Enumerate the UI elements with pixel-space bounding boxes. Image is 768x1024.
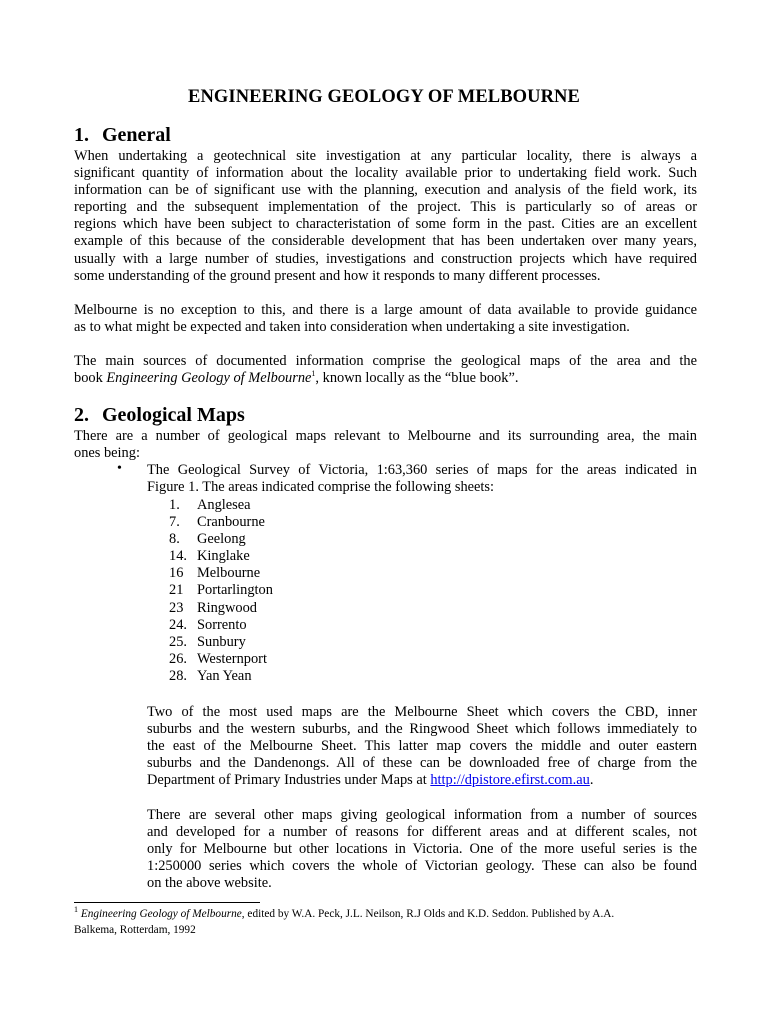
text-line: example of this because of the considerable development that has been undertaken over many years,: [74, 233, 697, 250]
text-line: and developed for a number of reasons for different areas and at different scales, not: [147, 824, 697, 841]
text-line: There are a number of geological maps relevant to Melbourne and its surrounding area, the main: [74, 428, 697, 444]
sheet-number: 26.: [169, 650, 187, 667]
list-item: [169, 634, 273, 651]
section-heading-geological-maps: [74, 404, 245, 427]
sheet-number: 25.: [169, 633, 187, 650]
sheet-name: Geelong: [197, 531, 246, 548]
text-line: There are several other maps giving geological information from a number of sources: [147, 807, 697, 823]
text-line: suburbs and the western suburbs, and the Ringwood Sheet which follows immediately to: [147, 721, 697, 738]
text-line: [74, 907, 697, 923]
sheet-number: 16: [169, 565, 184, 582]
text-line: 1:250000 series which covers the whole of Victorian geology. These can also be found: [147, 858, 697, 875]
text-line: the east of the Melbourne Sheet. This latter map covers the middle and outer eastern: [147, 738, 697, 755]
list-item: [169, 582, 273, 599]
sheet-name: Sunbury: [197, 633, 246, 650]
sheet-number: 14.: [169, 548, 187, 565]
maps-intro-paragraph: [74, 428, 697, 462]
text-run: book: [74, 370, 107, 387]
text-line: The Geological Survey of Victoria, 1:63,360 series of maps for the areas indicated in: [147, 462, 697, 478]
text-run: .: [589, 772, 594, 789]
sheet-name: Westernport: [197, 650, 267, 667]
text-line: usually with a large number of studies, investigations and construction projects which have required: [74, 250, 697, 267]
sheet-number: 28.: [169, 667, 187, 684]
text-line: on the above website.: [147, 875, 272, 892]
sheet-name: Anglesea: [197, 497, 251, 513]
text-run: , known locally as the “blue book”.: [315, 370, 519, 387]
sheet-name: Portarlington: [197, 582, 273, 599]
sheet-list: [169, 497, 273, 685]
footnote-reference[interactable]: 1: [311, 369, 316, 379]
sheet-name: Ringwood: [197, 599, 257, 616]
sheet-name: Cranbourne: [197, 514, 265, 531]
list-item: [169, 668, 273, 685]
sheet-number: 7.: [169, 514, 180, 531]
book-title: Engineering Geology of Melbourne: [106, 370, 312, 387]
text-line: ones being:: [74, 445, 140, 462]
text-line: The main sources of documented information comprise the geological maps of the area and the: [74, 353, 697, 369]
dpistore-link[interactable]: http://dpistore.efirst.com.au: [430, 772, 590, 789]
sheet-number: 24.: [169, 616, 187, 633]
text-line: suburbs and the Dandenongs. All of these can be downloaded free of charge from the: [147, 755, 697, 772]
text-line: When undertaking a geotechnical site investigation at any particular locality, there is always a: [74, 148, 697, 164]
text-line: Melbourne is no exception to this, and there is a large amount of data available to provide guidance: [74, 302, 697, 318]
text-line: Two of the most used maps are the Melbourne Sheet which covers the CBD, inner: [147, 704, 697, 720]
sheet-number: 23: [169, 599, 184, 616]
document-title: ENGINEERING GEOLOGY OF MELBOURNE: [188, 87, 580, 107]
text-line: [74, 370, 697, 387]
sheet-name: Melbourne: [197, 565, 261, 582]
sheet-number: 8.: [169, 531, 180, 548]
list-item: [169, 565, 273, 582]
text-line: some understanding of the ground present and how it responds to many different processes.: [74, 267, 601, 284]
general-paragraph-3: [74, 353, 697, 387]
list-item: [169, 651, 273, 668]
list-item: [169, 600, 273, 617]
text-line: Balkema, Rotterdam, 1992: [74, 923, 196, 936]
general-paragraph-1: [74, 148, 697, 285]
text-line: regions which have been subject to characteristation of some form in the past. Cities are an excellent: [74, 216, 697, 233]
list-item: [169, 531, 273, 548]
section-title: Geological Maps: [102, 404, 245, 426]
section-title: General: [102, 124, 171, 146]
section-number: 2.: [74, 404, 89, 426]
sheet-name: Yan Yean: [197, 667, 252, 684]
section-heading-general: [74, 124, 171, 147]
bullet-text: [147, 462, 697, 496]
text-run: Department of Primary Industries under Maps at: [147, 772, 431, 789]
footnote: [74, 907, 697, 938]
bullet-marker: •: [117, 461, 122, 476]
footnote-mark: 1: [74, 905, 78, 915]
book-title: Engineering Geology of Melbourne: [80, 908, 242, 920]
general-paragraph-2: [74, 302, 697, 336]
text-line: significant quantity of information about the locality available prior to undertaking field work. Such: [74, 165, 697, 182]
list-item: [169, 617, 273, 634]
text-line: reporting and the subsequent implementation of the project. This is particularly so of areas or: [74, 199, 697, 216]
sheet-number: 1.: [169, 497, 180, 513]
text-line: only for Melbourne but other locations in Victoria. One of the more useful series is the: [147, 841, 697, 858]
maps-other-paragraph: [147, 807, 697, 892]
text-run: , edited by W.A. Peck, J.L. Neilson, R.J Olds and K.D. Seddon. Published by A.A.: [241, 908, 615, 920]
text-line: Figure 1. The areas indicated comprise the following sheets:: [147, 479, 495, 496]
list-item: [169, 514, 273, 531]
maps-used-paragraph: [147, 704, 697, 789]
list-item: [169, 497, 273, 514]
footnote-divider: [74, 902, 260, 903]
sheet-name: Kinglake: [197, 548, 250, 565]
text-line: as to what might be expected and taken into consideration when undertaking a site investigation.: [74, 319, 630, 336]
sheet-number: 21: [169, 582, 184, 599]
text-line: information can be of significant use with the planning, execution and analysis of the field work, its: [74, 182, 697, 199]
list-item: [169, 548, 273, 565]
text-line: [147, 772, 697, 789]
sheet-name: Sorrento: [197, 616, 247, 633]
section-number: 1.: [74, 124, 89, 146]
